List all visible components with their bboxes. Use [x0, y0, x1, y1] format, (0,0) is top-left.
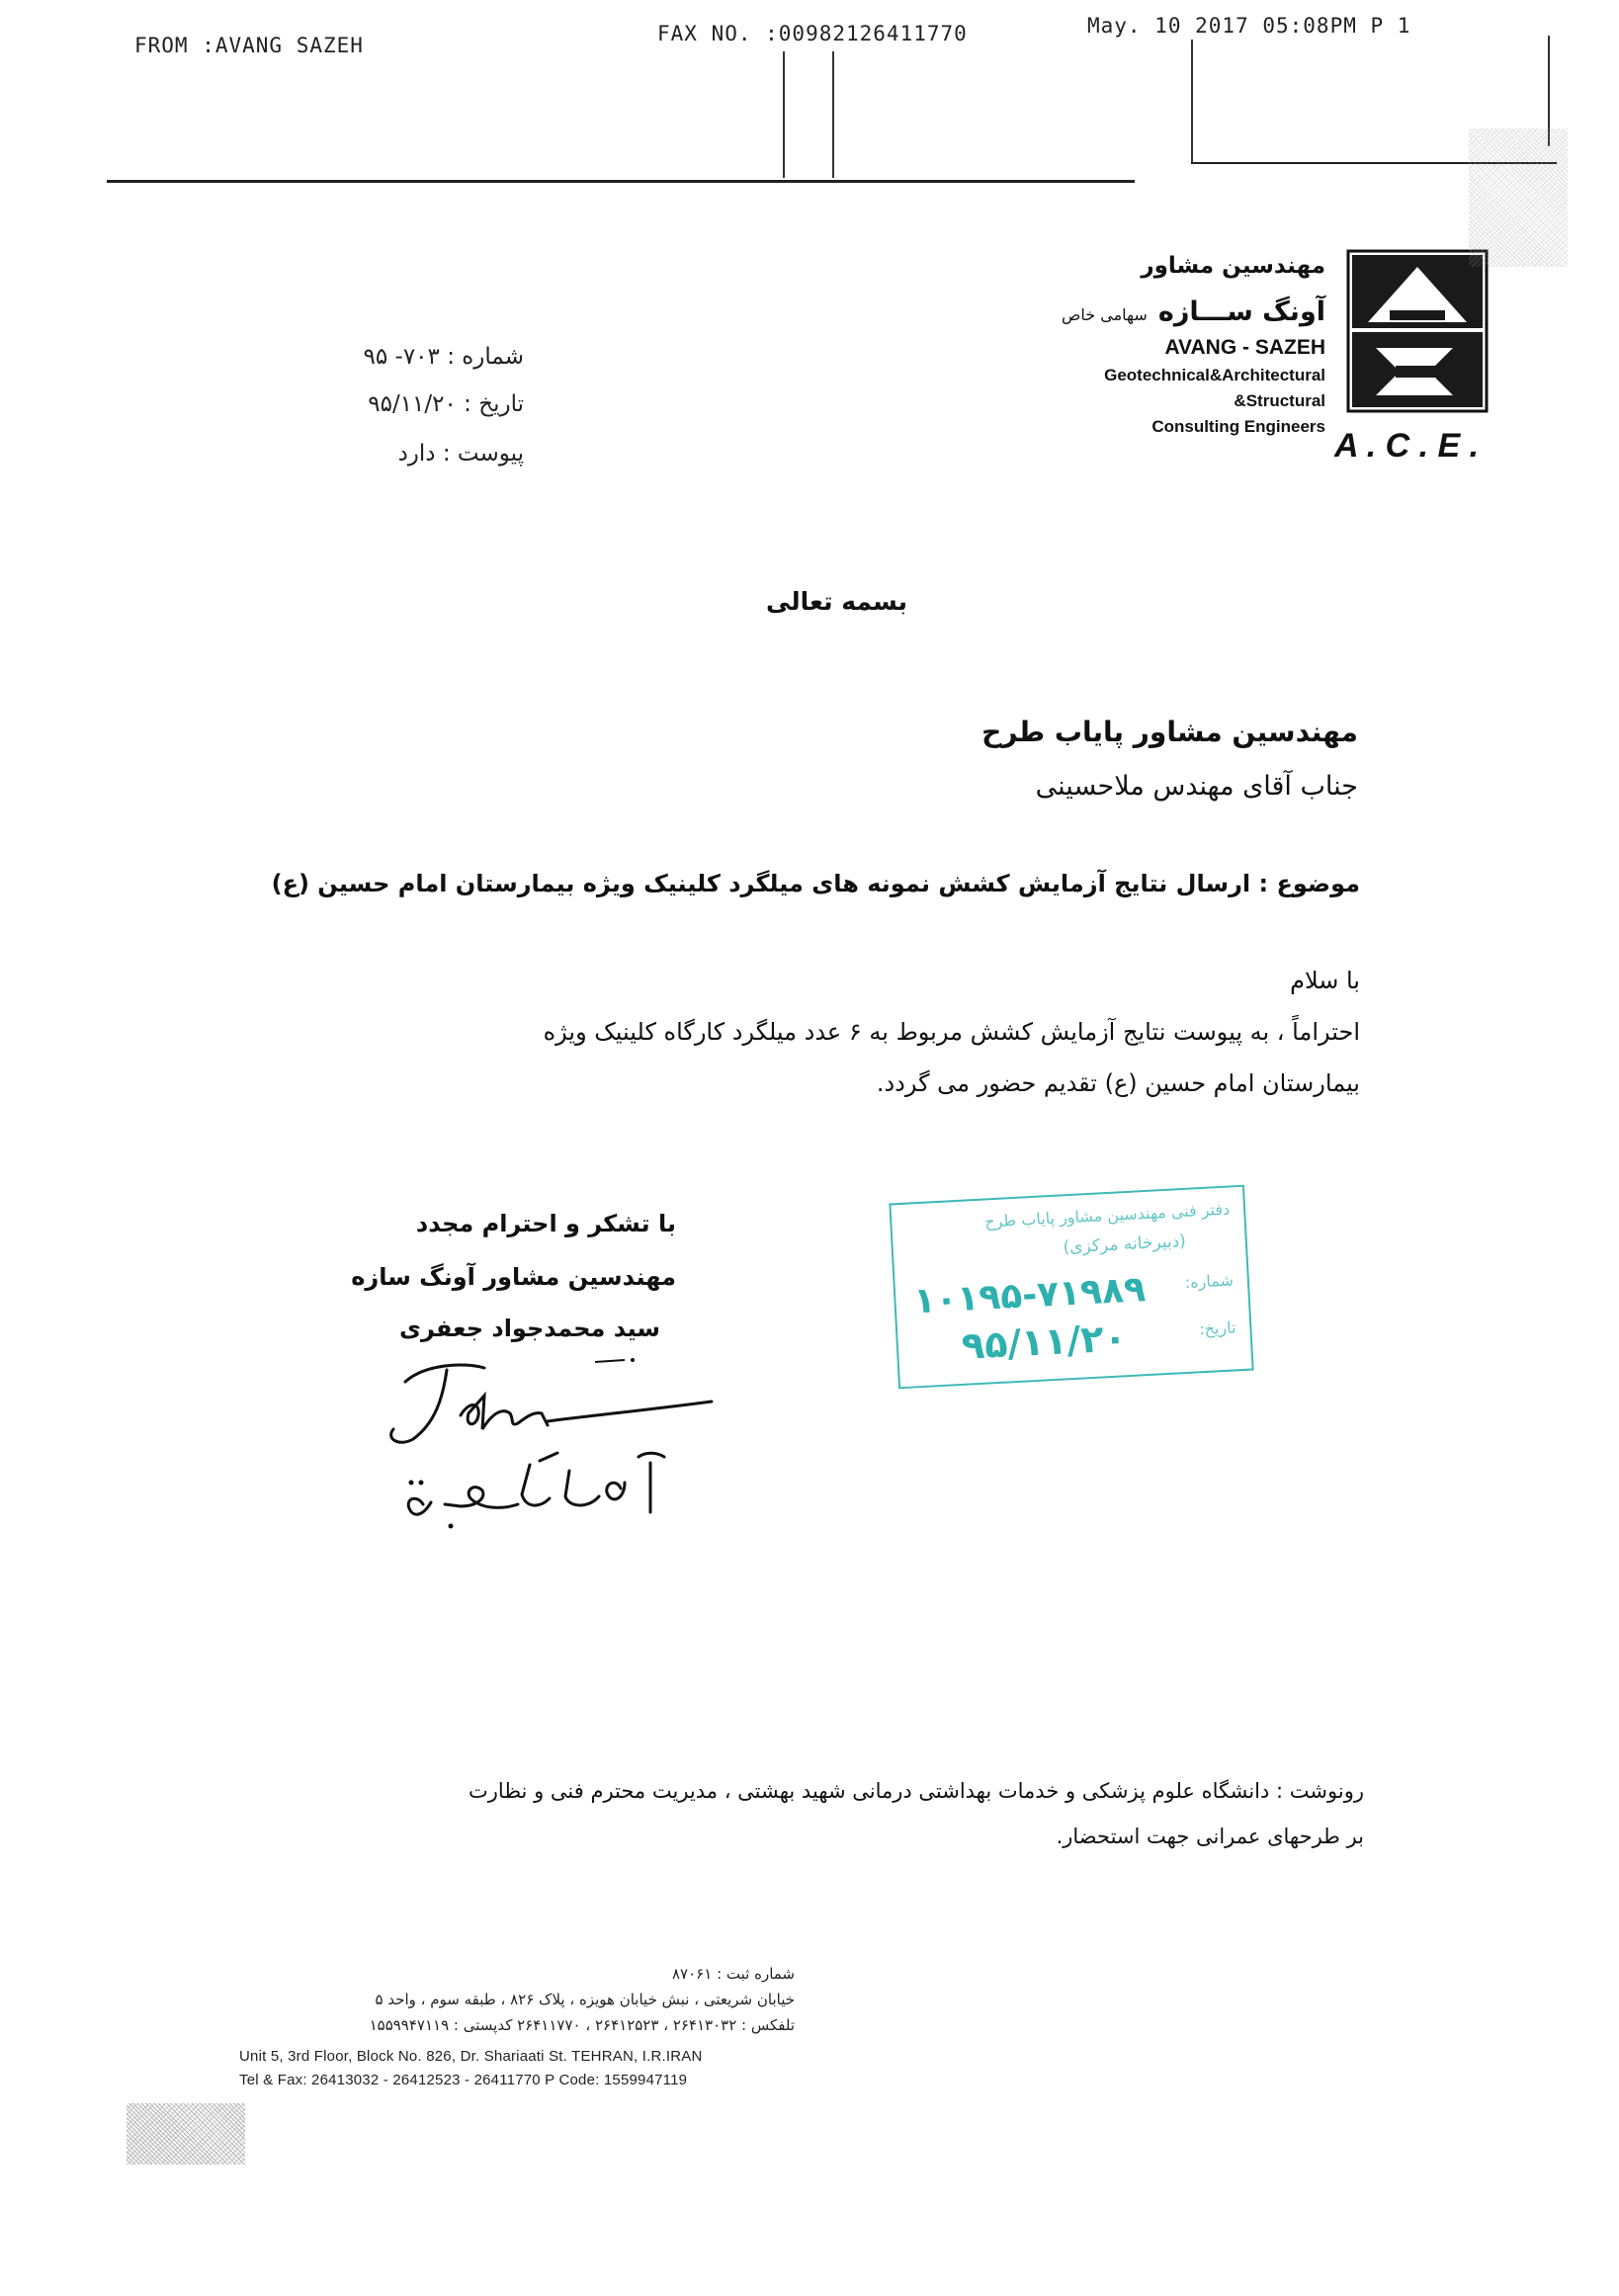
company-fa-name-row — [1062, 297, 1325, 327]
stamp-line1: دفتر فنی مهندسین مشاور پایاب طرح — [983, 1199, 1231, 1232]
stamp-line2: (دبیرخانه مرکزی) — [1063, 1231, 1187, 1258]
footer-phone-en: Tel & Fax: 26413032 - 26412523 - 26411770 P Code: 1559947119 — [239, 2072, 688, 2088]
greeting: با سلام — [1290, 967, 1360, 994]
body-line-2: بیمارستان امام حسین (ع) تقدیم حضور می گردد. — [876, 1069, 1360, 1097]
cc-line-1: رونوشت : دانشگاه علوم پزشکی و خدمات بهداشتی درمانی شهید بهشتی ، مدیریت محترم فنی و نظارت — [469, 1779, 1364, 1803]
stamp-number: ۱۰۱۹۵-۷۱۹۸۹ — [912, 1269, 1147, 1322]
fax-divider — [783, 51, 785, 178]
company-en-name: AVANG - SAZEH — [1164, 336, 1325, 359]
stamp-date-label: تاریخ: — [1198, 1318, 1236, 1339]
company-fa-name: آونگ ســـازه — [1157, 297, 1325, 327]
scan-noise — [127, 2103, 245, 2165]
cc-line-2: بر طرحهای عمرانی جهت استحضار. — [1056, 1825, 1364, 1848]
company-abbr: A . C . E . — [1334, 427, 1480, 465]
stamp-date: ۹۵/۱۱/۲۰ — [960, 1316, 1128, 1368]
body-line-1: احتراماً ، به پیوست نتایج آزمایش کشش مربوط به ۶ عدد میلگرد کارگاه کلینیک ویژه — [543, 1018, 1360, 1046]
fax-number: FAX NO. :00982126411770 — [657, 22, 968, 45]
ref-date: تاریخ : ۹۵/۱۱/۲۰ — [368, 391, 524, 417]
bismillah: بسمه تعالی — [765, 587, 907, 616]
received-stamp — [889, 1185, 1253, 1390]
fax-datetime: May. 10 2017 05:08PM P 1 — [1087, 14, 1411, 38]
company-en-line2: Geotechnical&Architectural — [1104, 366, 1325, 384]
fax-divider — [832, 51, 834, 178]
ref-number: شماره : ۷۰۳- ۹۵ — [363, 344, 524, 370]
handwritten-signature — [366, 1344, 722, 1453]
footer-address-en: Unit 5, 3rd Floor, Block No. 826, Dr. Shariaati St. TEHRAN, I.R.IRAN — [239, 2048, 703, 2065]
company-en-line4: Consulting Engineers — [1151, 417, 1325, 436]
fax-divider — [1191, 40, 1193, 164]
subject: موضوع : ارسال نتایج آزمایش کشش نمونه های میلگرد کلینیک ویژه بیمارستان امام حسین (ع) — [271, 870, 1360, 897]
signer-name: سید محمدجواد جعفری — [398, 1315, 660, 1342]
company-fa-type: سهامی خاص — [1062, 305, 1148, 324]
closing: با تشکر و احترام مجدد — [415, 1210, 676, 1237]
company-fa-line1: مهندسین مشاور — [1141, 253, 1325, 279]
ref-attachment: پیوست : دارد — [397, 441, 524, 467]
scan-noise — [1469, 128, 1568, 267]
recipient-person: جناب آقای مهندس ملاحسینی — [1035, 771, 1358, 802]
company-en-line3: &Structural — [1234, 391, 1325, 410]
fax-header-rule — [107, 180, 1135, 183]
signer-org: مهندسین مشاور آونگ سازه — [351, 1263, 676, 1291]
footer-phone-fa: تلفکس : ۲۶۴۱۳۰۳۲ ، ۲۶۴۱۲۵۲۳ ، ۲۶۴۱۱۷۷۰ کدپستی : ۱۵۵۹۹۴۷۱۱۹ — [369, 2016, 795, 2034]
stamp-number-label: شماره: — [1184, 1270, 1235, 1292]
footer-address-fa: خیابان شریعتی ، نبش خیابان هویزه ، پلاک ۸۲۶ ، طبقه سوم ، واحد ۵ — [375, 1991, 795, 2008]
fax-from: FROM :AVANG SAZEH — [134, 34, 364, 57]
handwritten-seal — [391, 1443, 678, 1542]
company-logo — [1346, 249, 1489, 413]
footer-registration: شماره ثبت : ۸۷۰۶۱ — [672, 1965, 795, 1983]
recipient-org: مهندسین مشاور پایاب طرح — [981, 716, 1358, 748]
